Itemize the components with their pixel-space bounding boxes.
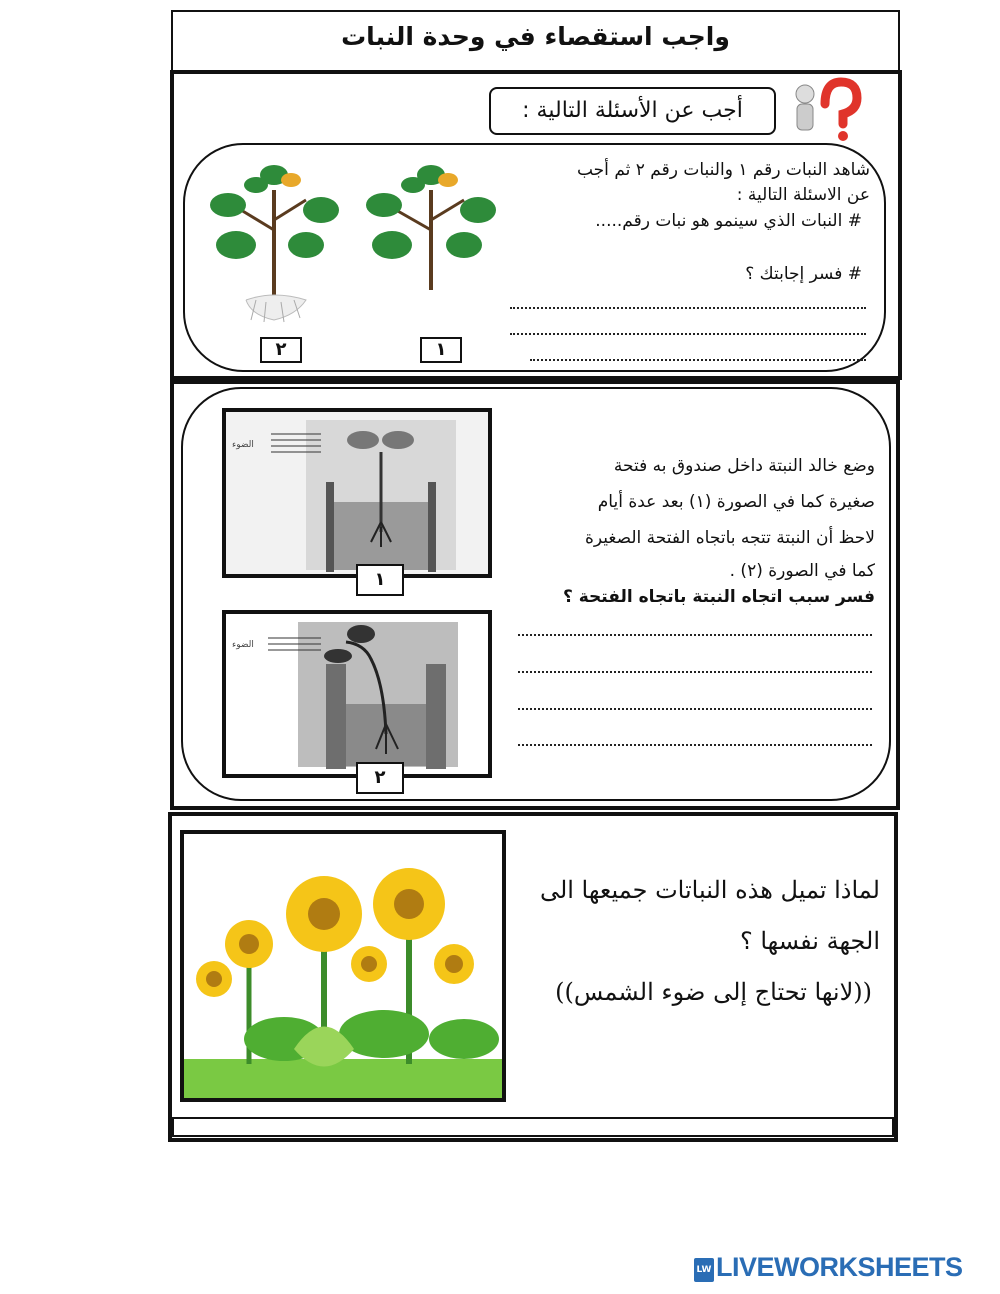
section-2-question: فسر سبب اتجاه النبتة باتجاه الفتحة ؟ [562, 587, 875, 607]
plant-label-1: ١ [420, 337, 462, 363]
section-1-intro-line2: عن الاسئلة التالية : [736, 185, 870, 205]
question-person-icon [785, 74, 865, 142]
section-2-text-line2: صغيرة كما في الصورة (١) بعد عدة أيام [597, 492, 875, 512]
section-2-text-line4: كما في الصورة (٢) . [729, 561, 875, 581]
section-1-intro-line1: شاهد النبات رقم ١ والنبات رقم ٢ ثم أجب [576, 160, 870, 180]
plant-2-icon [210, 165, 339, 322]
answer-line[interactable] [518, 634, 872, 636]
section-3-answer: ((لانها تحتاج إلى ضوء الشمس)) [555, 978, 872, 1006]
image-label-2: ٢ [356, 762, 404, 794]
answer-line[interactable] [510, 307, 866, 309]
light-label-2: الضوء [232, 640, 254, 650]
light-label-1: الضوء [232, 440, 254, 450]
image-label-1: ١ [356, 564, 404, 596]
experiment-image-1 [222, 408, 492, 578]
answer-line[interactable] [530, 359, 866, 361]
answer-line[interactable] [518, 671, 872, 673]
answer-line[interactable] [518, 708, 872, 710]
title-box [171, 10, 900, 72]
sunflowers-icon [184, 834, 502, 1098]
section-2-text-line1: وضع خالد النبتة داخل صندوق به فتحة [613, 456, 875, 476]
page-title: واجب استقصاء في وحدة النبات [341, 22, 730, 51]
section-3-line2: الجهة نفسها ؟ [739, 927, 880, 955]
plant-in-box-icon [226, 412, 488, 574]
plants-illustration [196, 150, 516, 335]
plant-bending-icon [226, 614, 488, 774]
section-2-text-line3: لاحظ أن النبتة تتجه باتجاه الفتحة الصغيرة [584, 528, 875, 548]
answer-line[interactable] [510, 333, 866, 335]
plant-1-icon [366, 165, 496, 290]
section-3-line1: لماذا تميل هذه النباتات جميعها الى [539, 876, 880, 904]
plant-label-2: ٢ [260, 337, 302, 363]
brand-logo-icon: LW [694, 1258, 714, 1282]
answer-line[interactable] [518, 744, 872, 746]
section-3-footer-strip [172, 1117, 894, 1137]
experiment-image-2 [222, 610, 492, 778]
section-1-question-1: # النبات الذي سينمو هو نبات رقم..... [595, 211, 862, 231]
brand-name[interactable]: LIVEWORKSHEETS [716, 1252, 963, 1282]
section-1-question-2: # فسر إجابتك ؟ [745, 264, 862, 284]
sunflowers-image [180, 830, 506, 1102]
section-1-heading: أجب عن الأسئلة التالية : [489, 87, 776, 135]
